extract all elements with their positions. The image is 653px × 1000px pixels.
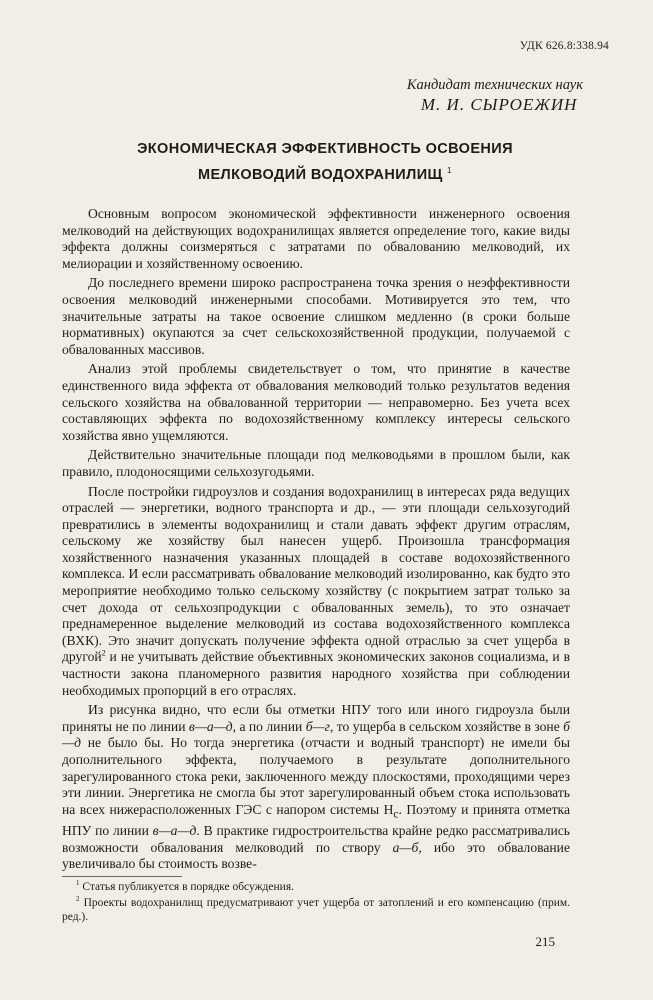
- footnote-divider: [62, 876, 182, 877]
- footnote-mark: 2: [76, 895, 80, 904]
- title-line-2: МЕЛКОВОДИЙ ВОДОХРАНИЛИЩ: [197, 166, 443, 183]
- paragraph-5: [62, 484, 570, 700]
- line-label: в—а—д: [152, 823, 197, 839]
- footnotes: [62, 880, 570, 926]
- footnote-2: [62, 896, 570, 924]
- title-line-2-wrap: [60, 160, 590, 186]
- paragraph-4: Действительно значительные площади под мелководьями в прошлом были, как правило, плодоносящими сельхозугодьями.: [62, 447, 570, 479]
- paragraph-5-text-b: и не учитывать действие объективных экономических законов социализма, и в частности закона планомерного развития народного хозяйства при соблюдении необходимых пропорций в его отраслях.: [62, 649, 570, 698]
- footnote-1: [62, 880, 570, 894]
- paragraph-6-text: . Поэтому и принята отметка НПУ по линии: [62, 801, 570, 839]
- line-label: а—б: [392, 839, 419, 855]
- paragraph-6-text: , ибо это обвалование увеличивало бы стоимость возве-: [62, 839, 570, 872]
- paragraph-6-text: не было бы. Но тогда энергетика (отчасти и водный транспорт) не имели бы дополнительного эффекта, получаемого в результате дополнительного зарегулированного стока реки, заключенного между плоскостями, проходящими через эти линии. Энергетика не смогла бы этот зарегулированный объем стока использовать на всех нижерасположенных ГЭС с напором системы Н: [62, 735, 570, 817]
- paragraph-6-text: , то ущерба в сельском хозяйстве в зоне: [329, 718, 564, 734]
- article-title: [60, 138, 590, 186]
- line-label: б—д: [62, 718, 570, 751]
- paragraph-3: Анализ этой проблемы свидетельствует о том, что принятие в качестве единственного вида эффекта от обвалования мелководий только результатов ведения сельского хозяйства на обвалованной территории — неправомерно. Без учета всех составляющих эффекта по водохозяйственному комплексу интересы сельского хозяйства явно ущемляются.: [62, 361, 570, 443]
- article-body: [62, 206, 570, 876]
- title-line-1: ЭКОНОМИЧЕСКАЯ ЭФФЕКТИВНОСТЬ ОСВОЕНИЯ: [137, 141, 513, 157]
- page-number: 215: [535, 934, 555, 949]
- paragraph-6-text: Из рисунка видно, что если бы отметки НПУ того или иного гидроузла были приняты не по линии: [62, 702, 570, 734]
- footnote-text: Статья публикуется в порядке обсуждения.: [79, 881, 294, 893]
- paragraph-6-text: . В практике гидростроительства крайне редко рассматривались возможности обвалования мелководий по створу: [62, 823, 570, 855]
- paragraph-6: [62, 702, 570, 873]
- paragraph-5-text-a: После постройки гидроузлов и создания водохранилищ в интересах ряда ведущих отраслей — энергетики, водного транспорта и др., — эти площади сельхозугодий превратились в элементы водохранилищ и стали давать эффект другим отраслям, сельскому же хозяйству был нанесен ущерб. Произошла трансформация хозяйственного назначения указанных площадей в составе водохозяйственного комплекса. И если рассматривать обвалование мелководий изолированно, как будто это мероприятие необходимо только сельскому хозяйству (с покрытием затрат только за счет дохода от сельхозпродукции с обвалованных земель), то это означает преднамеренное выделение мелководий из состава водохозяйственного комплекса (ВХК). Это значит допускать получение эффекта одной отраслью за счет ущерба в другой: [62, 483, 570, 665]
- line-label: б—г: [305, 718, 330, 734]
- footnote-text: Проекты водохранилищ предусматривают учет ущерба от затоплений и его компенсацию (прим. ред.).: [62, 897, 570, 923]
- footnote-mark: 1: [76, 879, 80, 888]
- udc-code: УДК 626.8:338.94: [519, 40, 609, 52]
- author-rank: Кандидат технических наук: [406, 77, 583, 93]
- subscript-c: с: [393, 808, 399, 821]
- footnote-ref-2: 2: [101, 648, 106, 658]
- paragraph-2: До последнего времени широко распространена точка зрения о неэффективности освоения мелководий инженерными способами. Мотивируется это тем, что значительные затраты на такое освоение слишком медленно (в сроки больше нормативных) окупаются за счет сельскохозяйственной продукции, получаемой с обвалованных массивов.: [62, 275, 570, 357]
- title-footnote-mark: 1: [447, 166, 452, 175]
- paragraph-6-text: , а по линии: [232, 718, 306, 734]
- author-block: [407, 76, 583, 116]
- paragraph-1: Основным вопросом экономической эффективности инженерного освоения мелководий на действующих водохранилищах является определение того, какие виды эффекта должны соизмеряться с затратами по обвалованию мелководий, их мелиорации и хозяйственному освоению.: [62, 206, 570, 271]
- author-name: М. И. СЫРОЕЖИН: [420, 95, 578, 114]
- line-label: в—а—д: [188, 718, 233, 734]
